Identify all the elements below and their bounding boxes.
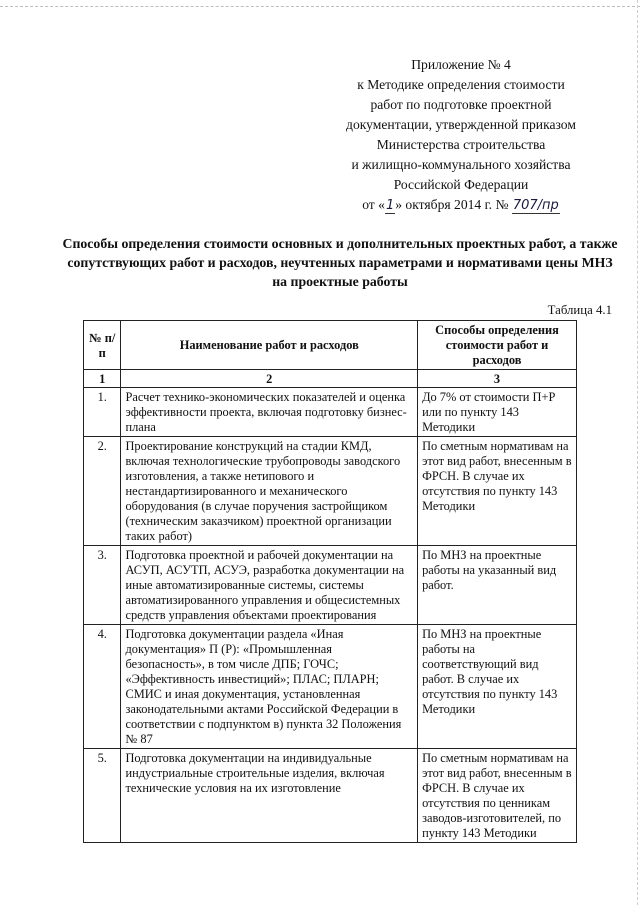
scan-border-right — [637, 0, 638, 905]
row-method: По сметным нормативам на этот вид работ, внесенным в ФРСН. В случае их отсутствия по ценникам заводов-изготовителей, по пункту 143 Методики — [418, 749, 577, 843]
approval-line: документации, утвержденной приказом — [346, 117, 576, 132]
row-method: По сметным нормативам на этот вид работ, внесенным в ФРСН. В случае их отсутствия по пункту 143 Методики — [418, 437, 577, 546]
date-day-handwritten: 1 — [385, 198, 395, 213]
table-row — [84, 437, 577, 546]
approval-line: Российской Федерации — [393, 177, 529, 192]
approval-line: Министерства строительства — [376, 137, 546, 152]
row-name: Подготовка проектной и рабочей документации на АСУП, АСУТП, АСУЭ, разработка документации на иные автоматизированные системы, системы автоматизированного управления и общесистемных средств управления объектами проектирования — [121, 546, 418, 625]
header-method: Способы определения стоимости работ и расходов — [418, 321, 577, 370]
row-method: По МНЗ на проектные работы на соответствующий вид работ. В случае их отсутствия по пункту 143 Методики — [418, 625, 577, 749]
table-row — [84, 546, 577, 625]
row-name: Проектирование конструкций на стадии КМД, включая технологические трубопроводы заводского изготовления, а также нетипового и нестандартизированного и механического оборудования (в случае поручения застройщиком (техническим заказчиком) проектной организации таких работ) — [121, 437, 418, 546]
row-number: 5. — [84, 749, 121, 843]
approval-date-line — [330, 195, 592, 216]
table-row — [84, 625, 577, 749]
row-number: 2. — [84, 437, 121, 546]
date-prefix: от « — [362, 197, 385, 212]
order-number-handwritten: 707/пр — [512, 198, 559, 213]
table-label: Таблица 4.1 — [547, 303, 612, 317]
methods-table — [83, 320, 577, 843]
table-row — [84, 388, 577, 437]
column-number: 1 — [84, 370, 121, 388]
column-number: 2 — [121, 370, 418, 388]
scan-border-top — [0, 6, 640, 7]
number-prefix: № — [495, 197, 509, 212]
header-name: Наименование работ и расходов — [121, 321, 418, 370]
table-row — [84, 749, 577, 843]
row-method: До 7% от стоимости П+Р или по пункту 143 Методики — [418, 388, 577, 437]
approval-line: к Методике определения стоимости — [357, 77, 565, 92]
approval-block — [330, 55, 592, 216]
row-number: 4. — [84, 625, 121, 749]
column-number: 3 — [418, 370, 577, 388]
table-header-row — [84, 321, 577, 370]
row-method: По МНЗ на проектные работы на указанный вид работ. — [418, 546, 577, 625]
date-mid: » октября 2014 г. — [395, 197, 493, 212]
document-title: Способы определения стоимости основных и дополнительных проектных работ, а также сопутствующих работ и расходов, неучтенных параметрами и нормативами цены МНЗ на проектные работы — [62, 236, 618, 289]
row-name: Подготовка документации раздела «Иная документация» П (Р): «Промышленная безопасность», в том числе ДПБ; ГОЧС; «Эффективность инвестиций»; ПЛАС; ПЛАРН; СМИС и иная документация, установленная законодательными актами Российской Федерации в соответствии с подпунктом в) пункта 32 Положения № 87 — [121, 625, 418, 749]
approval-line: работ по подготовке проектной — [370, 97, 552, 112]
row-name: Подготовка документации на индивидуальные индустриальные строительные изделия, включая технические условия на их изготовление — [121, 749, 418, 843]
approval-line: и жилищно-коммунального хозяйства — [351, 157, 571, 172]
header-number: № п/п — [84, 321, 121, 370]
row-number: 3. — [84, 546, 121, 625]
column-number-row — [84, 370, 577, 388]
row-name: Расчет технико-экономических показателей и оценка эффективности проекта, включая подготовку бизнес-плана — [121, 388, 418, 437]
row-number: 1. — [84, 388, 121, 437]
approval-line: Приложение № 4 — [411, 57, 511, 72]
